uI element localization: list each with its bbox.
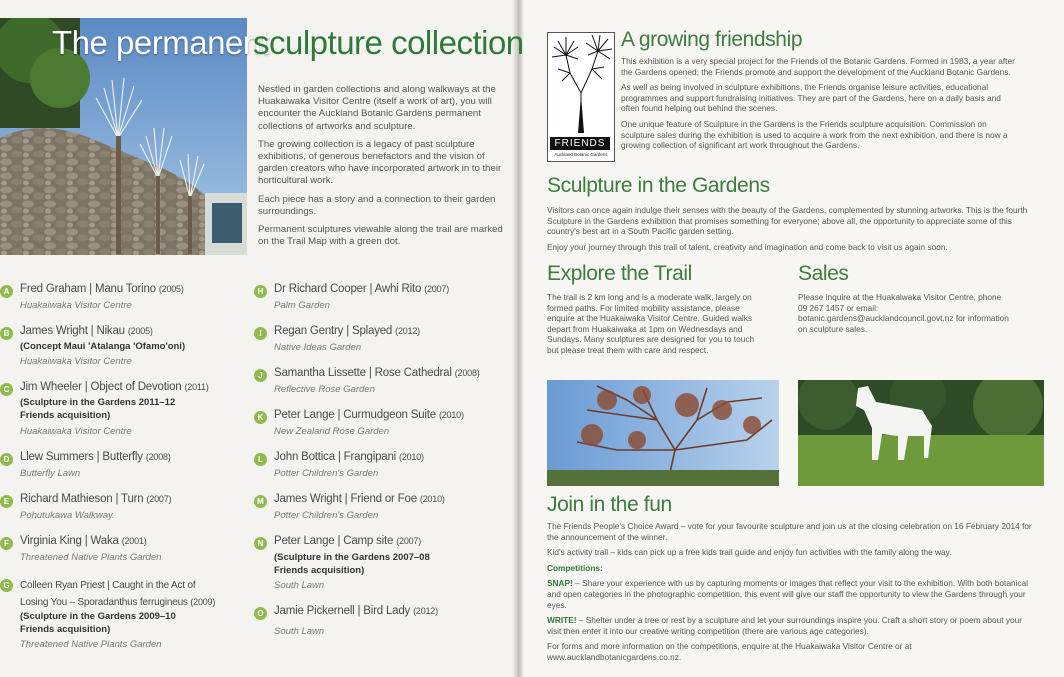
entry-location: Threatened Native Plants Garden — [20, 552, 162, 563]
green-dot-icon: H — [254, 285, 267, 298]
write-paragraph — [547, 615, 1037, 636]
green-dot-icon: B — [0, 327, 13, 340]
entry-year: (2005) — [158, 284, 184, 294]
entry-name: Colleen Ryan Priest | Caught in the Act of Losing You – Sporadanthus ferrugineus — [20, 580, 196, 608]
entry-year: (2012) — [395, 326, 420, 336]
heading-sculpture-gardens: Sculpture in the Gardens — [547, 174, 770, 197]
intro-text — [258, 84, 506, 254]
entry-location: Threatened Native Plants Garden — [20, 639, 162, 650]
page-spine — [512, 0, 524, 677]
logo-text: FRIENDS — [550, 137, 610, 150]
green-dot-icon: F — [0, 537, 13, 550]
green-dot-icon: L — [254, 453, 267, 466]
green-dot-icon: O — [254, 607, 267, 620]
green-dot-icon: N — [254, 537, 267, 550]
entry-name: Dr Richard Cooper | Awhi Rito — [274, 283, 422, 295]
friendship-para: As well as being involved in sculpture exhibitions, the Friends organise leisure activities, educational programmes and support fundraising initiatives. They are part of the Gardens, here on a daily basis and often found helping out behind the scenes. — [621, 82, 1001, 114]
sculpture-para: Enjoy your journey through this trail of talent, creativity and imagination and come back to visit us again soon. — [547, 241, 948, 252]
competitions-label: Competitions: — [547, 562, 603, 573]
entry-location: Butterfly Lawn — [20, 468, 81, 479]
entry-year: (2010) — [438, 410, 464, 420]
intro-para: Each piece has a story and a connection to their garden surroundings. — [258, 193, 496, 217]
entry-location: Potter Children's Garden — [274, 510, 379, 521]
green-dot-icon: A — [0, 285, 13, 298]
entry-note: (Sculpture in the Gardens 2011–12 Friends acquisition) — [20, 397, 176, 421]
entry-note: (Concept Maui 'Atalanga 'Ofamo'oni) — [20, 341, 186, 352]
entry-name: Llew Summers | Butterfly — [20, 451, 143, 463]
sales-text: Please inquire at the Huakaiwaka Visitor Centre, phone 09 267 1457 or email: botanic.gardens@aucklandcouncil.govt.nz for information on sculpture sales. — [798, 292, 1009, 334]
entry-year: (2011) — [184, 382, 209, 392]
heading-explore-trail: Explore the Trail — [547, 262, 692, 285]
title-white: The permanent — [52, 24, 270, 61]
green-dot-icon: G — [0, 579, 13, 592]
entry-name: Regan Gentry | Splayed — [274, 325, 393, 337]
join-para: Kid's activity trail – kids can pick up a free kids trail guide and enjoy fun activities with the family along the way. — [547, 547, 952, 558]
entry-year: (2007) — [424, 284, 450, 294]
trail-text: The trail is 2 km long and is a moderate walk, largely on formed paths. For limited mobility assistance, please enquire at the Huakaiwaka Visitor Centre. Guided walks depart from Huakaiwaka at 1pm on Wednesdays and Sundays. Many sculptures are designed for you to touch but please treat them with care and respect. — [547, 292, 755, 355]
entry-note: (Sculpture in the Gardens 2007–08 Friends acquisition) — [274, 552, 430, 576]
entry-location: South Lawn — [274, 626, 325, 637]
entry-year: (2010) — [419, 494, 445, 504]
snap-label: SNAP! — [547, 578, 573, 589]
entry-name: Virginia King | Waka — [20, 535, 119, 547]
entry-location: South Lawn — [274, 580, 325, 591]
entry-name: Jamie Pickernell | Bird Lady — [274, 605, 411, 617]
sculpture-para: Visitors can once again indulge their senses with the beauty of the Gardens, complemented by stunning artworks. This is the fourth Sculpture in the Gardens exhibition that promises something for everyone; above all, the opportunity to appreciate some of this country's best art in a South Pacific garden setting. — [547, 205, 1028, 237]
green-dot-icon: E — [0, 495, 13, 508]
intro-para: Permanent sculptures viewable along the trail are marked on the Trail Map with a green dot. — [258, 224, 503, 248]
entry-year: (2012) — [413, 606, 438, 616]
join-text — [547, 521, 1037, 668]
entry-year: (2009) — [190, 597, 216, 607]
green-dot-icon: J — [254, 369, 267, 382]
photo-horse-sculpture — [798, 380, 1044, 486]
entry-note: (Sculpture in the Gardens 2009–10 Friends acquisition) — [20, 611, 176, 635]
entry-name: Samantha Lissette | Rose Cathedral — [274, 367, 452, 379]
intro-para: The growing collection is a legacy of past sculpture exhibitions, of generous benefactors and the vision of garden creators who have incorporated artwork in to their horticultural work. — [258, 138, 502, 187]
snap-text: – Share your experience with us by capturing moments or images that reflect your visit to the exhibition. With both botanical and open categories in the photographic competition, this event will give our staff the opportunity to view the Gardens through your eyes. — [547, 578, 1029, 610]
friendship-para: This exhibition is a very special project for the Friends of the Botanic Gardens. Formed in 1983, a year after the Gardens opened; the Friends promote and support the development of the Auckland Botanic Gardens. — [621, 56, 1015, 77]
entry-location: Pohutukawa Walkway. — [20, 510, 115, 521]
green-dot-icon: I — [254, 327, 267, 340]
entry-year: (2007) — [396, 536, 422, 546]
entry-location: New Zealand Rose Garden — [274, 426, 390, 437]
entry-location: Huakaiwaka Visitor Centre — [20, 426, 132, 437]
intro-para: Nestled in garden collections and along walkways at the Huakaiwaka Visitor Centre (itself a work of art), you will encounter the Auckland Botanic Gardens permanent collections of artworks and sculpture. — [258, 84, 496, 132]
entry-name: Peter Lange | Camp site — [274, 535, 394, 547]
write-text: – Shelter under a tree or rest by a sculpture and let your surroundings inspire you. Craft a short story or poem about your visit then enter it into our creative writing competition (there are various age categories). — [547, 615, 1022, 636]
entry-location: Reflective Rose Garden — [274, 384, 375, 395]
friendship-text — [621, 56, 1021, 156]
snap-paragraph — [547, 578, 1037, 610]
heading-join-fun: Join in the fun — [547, 493, 672, 516]
green-dot-icon: M — [254, 495, 267, 508]
entry-name: James Wright | Friend or Foe — [274, 493, 417, 505]
green-dot-icon: D — [0, 453, 13, 466]
heading-sales: Sales — [798, 262, 849, 285]
entry-location: Huakaiwaka Visitor Centre — [20, 356, 132, 367]
entry-name: Jim Wheeler | Object of Devotion — [20, 381, 182, 393]
entry-year: (2007) — [146, 494, 172, 504]
entry-year: (2005) — [127, 326, 153, 336]
friendship-para: One unique feature of Sculpture in the Gardens is the Friends sculpture acquisition. Commission on sculpture sales during the exhibition is used to acquire a work from the next exhibition, and there is now a growing collection of significant art work throughout the Gardens. — [621, 118, 1008, 151]
entry-year: (2008) — [145, 452, 171, 462]
entry-year: (2010) — [399, 452, 424, 462]
sculpture-text — [547, 205, 1037, 257]
entry-year: (2008) — [454, 368, 480, 378]
write-label: WRITE! — [547, 615, 577, 626]
green-dot-icon: K — [254, 411, 267, 424]
entry-name: James Wright | Nikau — [20, 325, 125, 337]
join-para: The Friends People's Choice Award – vote for your favourite sculpture and join us at the closing celebration on 16 February 2014 for the announcement of the winner. — [547, 521, 1032, 542]
friends-logo — [547, 32, 615, 162]
entry-name: Peter Lange | Curmudgeon Suite — [274, 409, 436, 421]
photo-tree-sculpture — [547, 380, 779, 486]
logo-subtext: Auckland Botanic Gardens — [554, 152, 608, 157]
entry-location: Native Ideas Garden — [274, 342, 362, 353]
entry-location: Huakaiwaka Visitor Centre — [20, 300, 132, 311]
entry-name: Richard Mathieson | Turn — [20, 493, 144, 505]
cabbage-tree-icon — [548, 33, 614, 137]
title-green: sculpture collection — [253, 24, 524, 61]
entry-location: Palm Garden — [274, 300, 330, 311]
entry-year: (2001) — [121, 536, 147, 546]
green-dot-icon: C — [0, 383, 13, 396]
heading-growing-friendship: A growing friendship — [621, 28, 803, 51]
more-info-text: For forms and more information on the competitions, enquire at the Huakaiwaka Visitor Centre or at www.aucklandbotanicgardens.co.nz. — [547, 641, 912, 662]
entry-name: Fred Graham | Manu Torino — [20, 283, 156, 295]
entry-location: Potter Children's Garden — [274, 468, 379, 479]
entry-name: John Bottica | Frangipani — [274, 451, 397, 463]
